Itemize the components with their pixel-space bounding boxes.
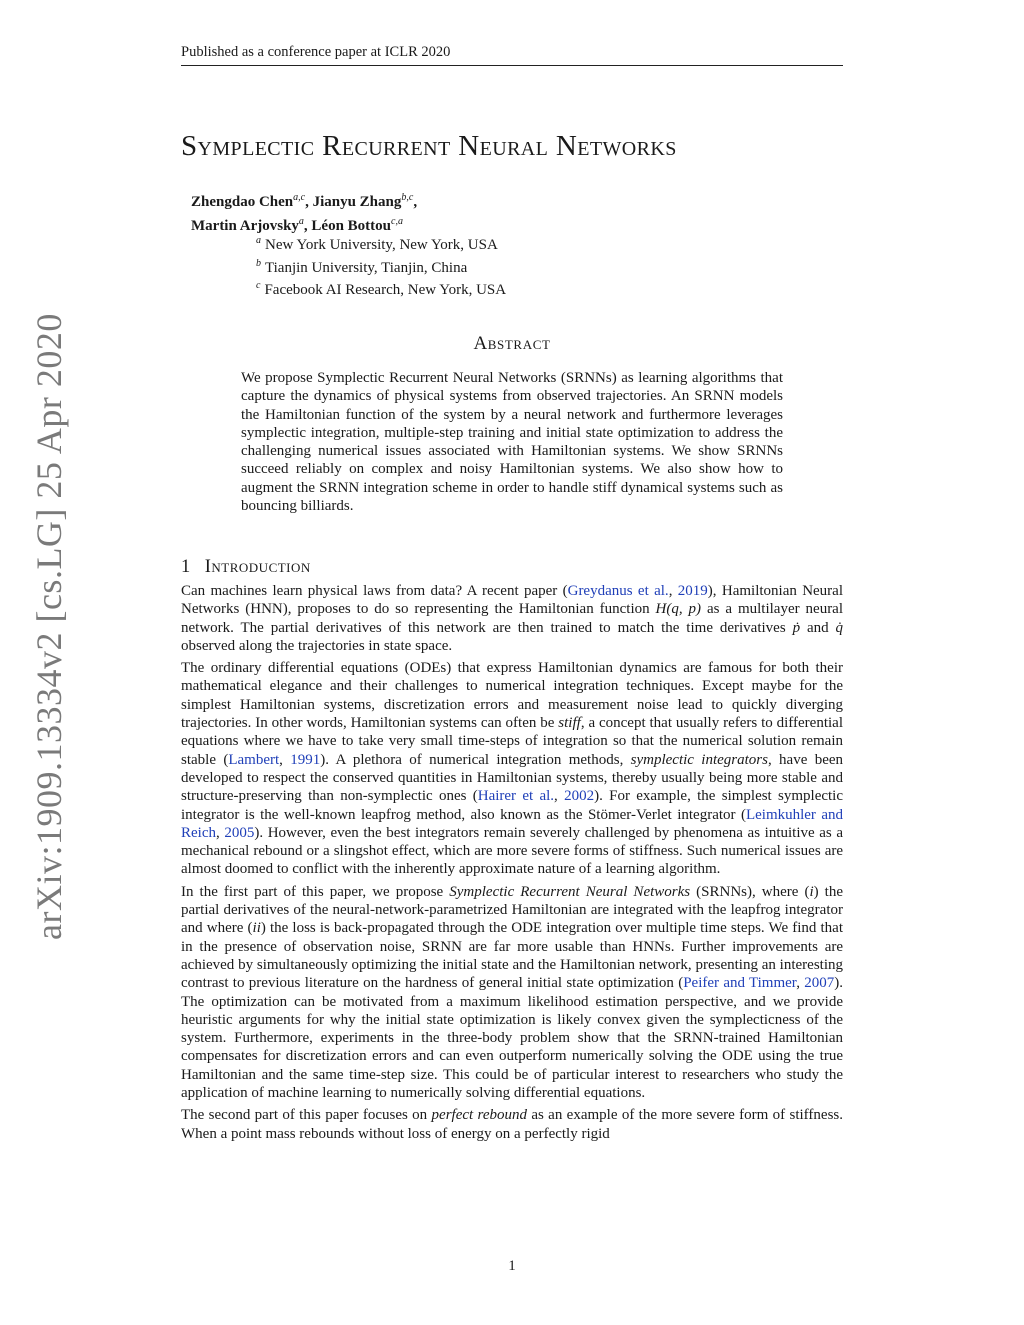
citation-year-link[interactable]: 2019	[677, 583, 708, 599]
section-number: 1	[181, 557, 191, 577]
arxiv-stamp: arXiv:1909.13334v2 [cs.LG] 25 Apr 2020	[29, 313, 69, 940]
section-title: Introduction	[204, 557, 311, 577]
author-line-1: Zhengdao Chen$^{a,c}$, Jianyu Zhang$^{b,c}$,	[191, 192, 418, 210]
citation-year-link[interactable]: 1991	[290, 751, 321, 768]
affiliation: $^c$ Facebook AI Research, New York, USA	[256, 280, 507, 298]
paragraph: In the first part of this paper, we propose Symplectic Recurrent Neural Networks (SRNNs), where (i) the partial derivatives of the neural-network-parametrized Hamiltonian are integrated with the leapfrog integrator and where (ii) the loss is back-propagated through the ODE integration over multiple time steps. We find that in the presence of observation noise, SRNN are far more usable than HNNs. Further improvements are achieved by simultaneously optimizing the initial state and the Hamiltonian network, presenting an interesting contrast to previous literature on the hardness of general initial state optimization (Peifer and Timmer, 2007). The optimization can be motivated from a maximum likelihood estimation perspective, and we provide heuristic arguments for why the initial state optimization is likely convex given the symplecticness of the system. Furthermore, experiments in the three-body problem show that the SRNN-trained Hamiltonian compensates for discretization errors and can even outperform numerically solving the ODE using the true Hamiltonian and the same time-step size. This could be of particular interest to researchers who study the application of machine learning to numerically solving differential equations.	[181, 883, 844, 1102]
affiliations	[256, 232, 756, 300]
paragraph: The ordinary differential equations (ODEs) that express Hamiltonian dynamics are famous for both their mathematical elegance and their challenges to numerical integration techniques. Except maybe for the simplest Hamiltonian systems, discretization errors and measurement noise lead to quickly diverging trajectories. In other words, Hamiltonian systems can often be stiff, a concept that usually refers to differential equations where we have to take very small time-steps of integration so that the numerical solution remain stable (Lambert, 1991). A plethora of numerical integration methods, symplectic integrators, have been developed to respect the conserved quantities in Hamiltonian systems, thereby usually being more stable and structure-preserving than non-symplectic ones (Hairer et al., 2002). For example, the simplest symplectic integrator is the well-known leapfrog method, also known as the Stömer-Verlet integrator (Leimkuhler and Reich, 2005). However, even the best integrators remain severely challenged by phenomena as intuitive as a mechanical rebound or a slingshot effect, which are more severe forms of stiffness. Such numerical issues are almost doomed to conflict with the inherently approximate nature of a learning algorithm.	[181, 660, 844, 878]
paragraph: The second part of this paper focuses on perfect rebound as an example of the more severe form of stiffness. When a point mass rebounds without loss of energy on a perfectly rigid	[181, 1107, 843, 1142]
math: H(q, p)	[655, 601, 702, 618]
math: q̇	[835, 619, 843, 636]
running-head: Published as a conference paper at ICLR 2020	[181, 44, 843, 66]
author-name: Léon Bottou	[311, 218, 392, 234]
citation-link[interactable]: Leimkuhler and Reich	[181, 806, 844, 841]
paragraph: Can machines learn physical laws from data? A recent paper (Greydanus et al., 2019), Hamiltonian Neural Networks (HNN), proposes to do so representing the Hamiltonian function H(q, p) as a multilayer neural network. The partial derivatives of this network are then trained to match the time derivatives ṗ and q̇ observed along the trajectories in state space.	[181, 583, 844, 654]
body-text	[181, 582, 843, 1147]
author-line-2: Martin Arjovsky$^a$, Léon Bottou$^{c,a}$	[191, 216, 403, 234]
author-name: Jianyu Zhang	[312, 194, 402, 210]
author-affil-mark: a,c	[293, 192, 306, 203]
abstract-heading: Abstract	[473, 333, 551, 354]
citation-year-link[interactable]: 2007	[804, 975, 835, 992]
citation-link[interactable]: Peifer and Timmer	[683, 975, 797, 992]
author-affil-mark: a	[298, 216, 304, 227]
paper-title: Symplectic Recurrent Neural Networks	[181, 130, 677, 162]
citation-year-link[interactable]: 2002	[564, 788, 595, 805]
citation-link[interactable]: Greydanus et al.	[567, 583, 669, 599]
citation-link[interactable]: Lambert	[228, 751, 280, 768]
author-affil-mark: b,c	[401, 192, 414, 203]
citation-year-link[interactable]: 2005	[224, 824, 255, 841]
abstract-text: We propose Symplectic Recurrent Neural Networks (SRNNs) as learning algorithms that capture the dynamics of physical systems from observed trajectories. An SRNN models the Hamiltonian function of the system by a neural network and furthermore leverages symplectic integration, multiple-step training and initial state optimization to address the challenging numerical issues associated with Hamiltonian systems. We show SRNNs succeed reliably on complex and noisy Hamiltonian systems. We also show how to augment the SRNN integration scheme in order to handle stiff dynamical systems such as bouncing billiards.	[241, 370, 783, 515]
author-name: Martin Arjovsky	[191, 218, 299, 234]
math: ṗ	[792, 619, 801, 636]
citation-link[interactable]: Hairer et al.	[477, 788, 555, 805]
section-heading	[181, 557, 843, 578]
affiliation: $^a$ New York University, New York, USA	[256, 235, 498, 253]
page-number: 1	[508, 1258, 516, 1274]
affiliation: $^b$ Tianjin University, Tianjin, China	[256, 257, 468, 276]
author-affil-mark: c,a	[391, 216, 403, 227]
author-name: Zhengdao Chen	[191, 194, 294, 210]
author-list	[191, 188, 791, 236]
